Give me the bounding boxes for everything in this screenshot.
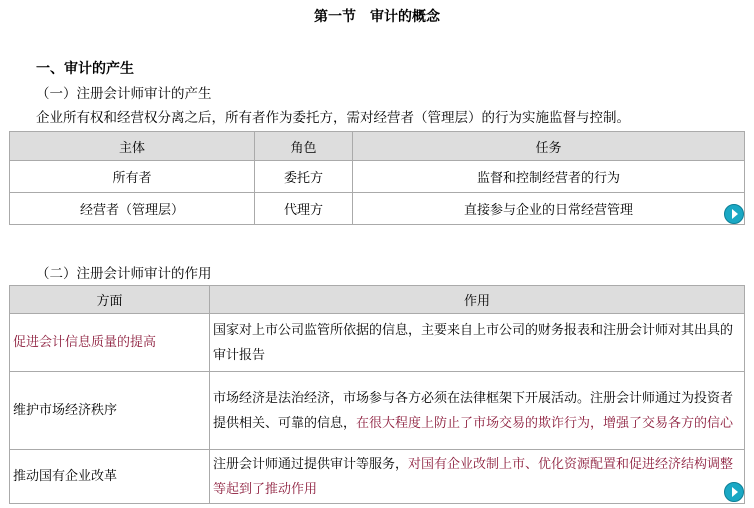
table-row — [10, 372, 745, 450]
table-row — [10, 193, 745, 225]
effect-text: 注册会计师通过提供审计等服务， — [213, 456, 409, 472]
effect-cell — [210, 314, 745, 372]
effect-text: 国家对上市公司监管所依据的信息，主要来自上市公司的财务报表和注册会计师对其出具的审计报告 — [213, 322, 734, 363]
table-header-row — [10, 286, 745, 314]
subsection-heading-1: （一）注册会计师审计的产生 — [36, 86, 212, 102]
section-heading: 一、审计的产生 — [36, 61, 134, 77]
table-cell: 所有者 — [10, 161, 255, 193]
table-row — [10, 161, 745, 193]
header-cell: 作用 — [210, 286, 745, 314]
effect-highlight: 对国有企业改制上市、优化资源配置和促进经济结构调整等起到了推动作用 — [213, 456, 734, 497]
effect-cell — [210, 450, 745, 504]
table-header-row — [10, 132, 745, 161]
aspect-cell: 维护市场经济秩序 — [10, 372, 210, 450]
table-cell: 直接参与企业的日常经营管理 — [353, 193, 745, 225]
effect-cell — [210, 372, 745, 450]
intro-paragraph: 企业所有权和经营权分离之后，所有者作为委托方，需对经营者（管理层）的行为实施监督与控制。 — [36, 110, 630, 126]
effect-highlight: 在很大程度上防止了市场交易的欺诈行为，增强了交易各方的信心 — [356, 415, 734, 431]
play-icon[interactable] — [724, 204, 744, 224]
effect-text: 市场经济是法治经济，市场参与各方必须在法律框架下开展活动。注册会计师通过为投资者提供相关、可靠的信息， — [213, 390, 734, 431]
header-cell: 角色 — [255, 132, 353, 161]
parties-table — [9, 131, 745, 225]
table-cell: 经营者（管理层） — [10, 193, 255, 225]
header-cell: 任务 — [353, 132, 745, 161]
aspect-cell: 促进会计信息质量的提高 — [10, 314, 210, 372]
roles-table — [9, 285, 745, 504]
table-cell: 代理方 — [255, 193, 353, 225]
page-title: 第一节 审计的概念 — [314, 9, 440, 25]
table-row — [10, 450, 745, 504]
header-cell: 主体 — [10, 132, 255, 161]
table-cell: 监督和控制经营者的行为 — [353, 161, 745, 193]
table-cell: 委托方 — [255, 161, 353, 193]
subsection-heading-2: （二）注册会计师审计的作用 — [36, 266, 212, 282]
header-cell: 方面 — [10, 286, 210, 314]
play-icon[interactable] — [724, 482, 744, 502]
aspect-cell: 推动国有企业改革 — [10, 450, 210, 504]
table-row — [10, 314, 745, 372]
